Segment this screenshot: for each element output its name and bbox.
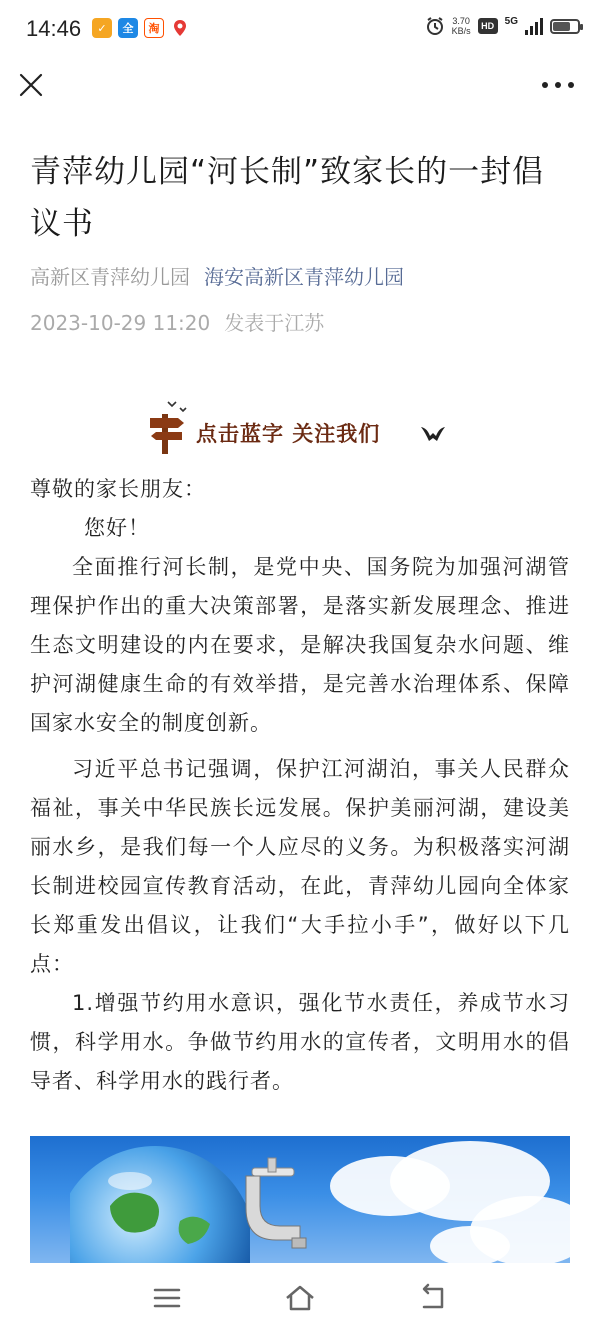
account-name-link[interactable]: 海安高新区青萍幼儿园	[204, 265, 404, 289]
publish-location: 发表于江苏	[224, 311, 325, 335]
notification-icons	[92, 18, 190, 38]
greeting: 您好！	[84, 516, 150, 540]
system-status	[425, 16, 580, 36]
menu-button[interactable]	[150, 1281, 184, 1315]
article-topbar	[0, 60, 600, 108]
article-publish-info	[30, 308, 324, 338]
speed-value: 3.70	[452, 16, 470, 26]
signal-icon	[525, 17, 543, 35]
back-button[interactable]	[416, 1281, 450, 1315]
paragraph: 全面推行河长制，是党中央、国务院为加强河湖管理保护作出的重大决策部署，是落实新发展理念、推进生态文明建设的内在要求，是解决我国复杂水问题、维护河湖健康生命的有效举措，是完善水治理体系、保障国家水安全的制度创新。	[30, 555, 570, 735]
water-globe	[70, 1136, 250, 1263]
signpost-icon	[148, 398, 196, 458]
menu-icon	[150, 1281, 184, 1315]
system-nav-bar	[0, 1263, 600, 1333]
alarm-icon	[425, 16, 445, 36]
more-options-button[interactable]	[542, 72, 574, 98]
faucet-icon	[230, 1156, 330, 1263]
app-notification-icon: 全	[118, 18, 138, 38]
paragraph: 习近平总书记强调，保护江河湖泊，事关人民群众福祉，事关中华民族长远发展。保护美丽河湖，建设美丽水乡，是我们每一个人应尽的义务。为积极落实河湖长制进校园宣传教育活动，在此，青萍幼儿园向全体家长郑重发出倡议，让我们“大手拉小手”，做好以下几点：	[30, 757, 570, 976]
follow-banner[interactable]	[148, 398, 448, 458]
close-button[interactable]	[18, 72, 44, 98]
article-byline	[30, 262, 404, 292]
follow-banner-text: 点击蓝字 关注我们	[196, 422, 381, 446]
publish-date: 2023-10-29 11:20	[30, 311, 211, 335]
cloud-shape	[430, 1226, 510, 1263]
home-icon	[283, 1281, 317, 1315]
article-title: 青萍幼儿园“河长制”致家长的一封倡议书	[30, 154, 545, 242]
back-icon	[416, 1281, 450, 1315]
battery-icon	[550, 19, 580, 34]
network-speed	[452, 16, 471, 36]
app-notification-icon: ✓	[92, 18, 112, 38]
article-body	[30, 470, 570, 1101]
article-author: 高新区青萍幼儿园	[30, 265, 190, 289]
status-bar	[0, 0, 600, 60]
paragraph: 1.增强节约用水意识，强化节水责任，养成节水习惯，科学用水。争做节约用水的宣传者，文明用水的倡导者、科学用水的践行者。	[30, 991, 570, 1093]
battery-level	[553, 22, 570, 31]
status-time: 14:46	[26, 16, 82, 41]
bat-icon	[420, 424, 446, 444]
article-image[interactable]	[30, 1136, 570, 1263]
more-dot-icon	[542, 82, 548, 88]
salutation: 尊敬的家长朋友：	[30, 477, 206, 501]
hd-voice-icon: HD	[478, 18, 498, 34]
home-button[interactable]	[283, 1281, 317, 1315]
speed-unit: KB/s	[451, 26, 471, 36]
close-icon	[18, 72, 44, 98]
more-dot-icon	[568, 82, 574, 88]
more-dot-icon	[555, 82, 561, 88]
taobao-icon: 淘	[144, 18, 164, 38]
network-type: 5G	[504, 15, 518, 27]
location-pin-icon	[170, 18, 190, 38]
